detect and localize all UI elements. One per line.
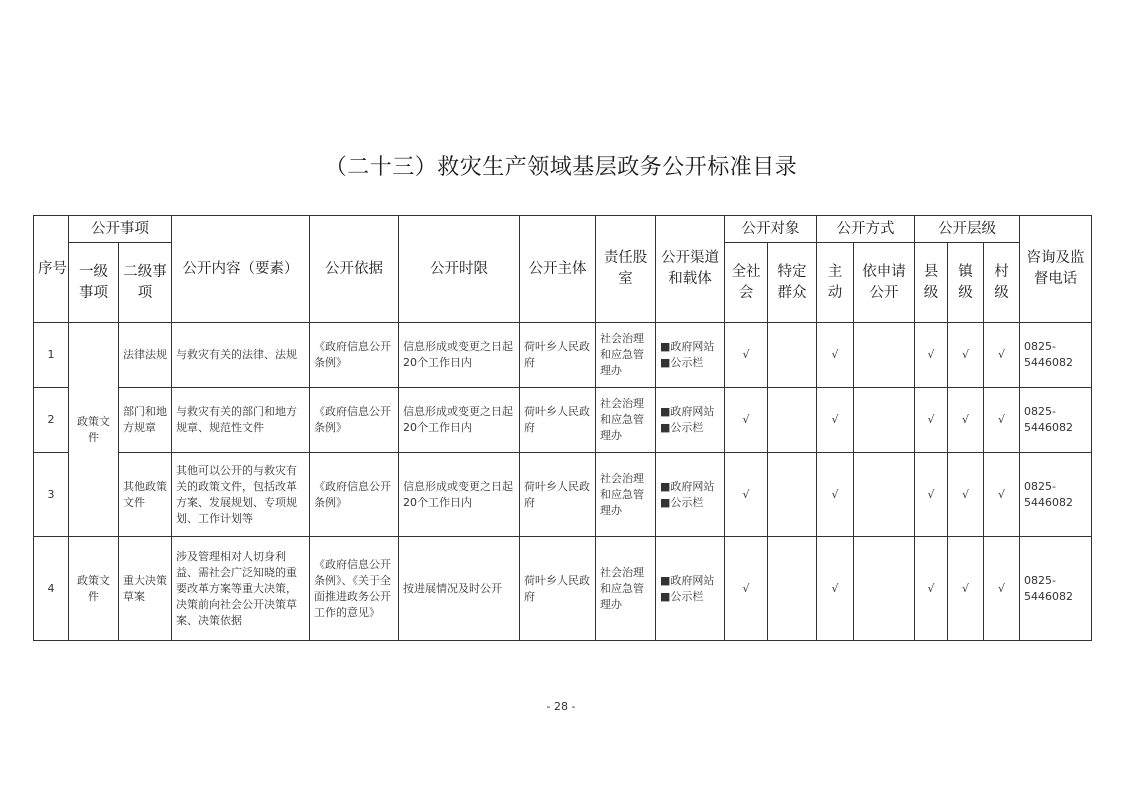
cell-town: √ xyxy=(948,453,984,537)
cell-content: 涉及管理相对人切身利益、需社会广泛知晓的重要改革方案等重大决策，决策前向社会公开决策草案、决策依据 xyxy=(172,537,310,641)
cell-phone: 0825-5446082 xyxy=(1020,537,1092,641)
header-level1: 一级事项 xyxy=(69,243,119,323)
channel-website: ■政府网站 xyxy=(660,573,715,587)
cell-phone: 0825-5446082 xyxy=(1020,453,1092,537)
cell-subject: 荷叶乡人民政府 xyxy=(520,453,596,537)
cell-seq: 2 xyxy=(34,388,69,453)
cell-village: √ xyxy=(984,323,1020,388)
header-level-county: 县级 xyxy=(915,243,948,323)
cell-town: √ xyxy=(948,323,984,388)
table-row xyxy=(34,323,1092,388)
cell-content: 与救灾有关的部门和地方规章、规范性文件 xyxy=(172,388,310,453)
cell-target-all: √ xyxy=(725,388,768,453)
cell-village: √ xyxy=(984,537,1020,641)
channel-bulletin: ■公示栏 xyxy=(660,421,704,434)
cell-method-request xyxy=(854,537,915,641)
cell-level2: 其他政策文件 xyxy=(119,453,172,537)
channel-bulletin: ■公示栏 xyxy=(660,495,704,509)
cell-level2: 重大决策草案 xyxy=(119,537,172,641)
cell-method-request xyxy=(854,323,915,388)
cell-channel xyxy=(656,323,725,388)
header-method-active: 主动 xyxy=(817,243,854,323)
cell-county: √ xyxy=(915,537,948,641)
table-row xyxy=(34,537,1092,641)
cell-target-specific xyxy=(768,388,817,453)
cell-county: √ xyxy=(915,323,948,388)
cell-time-limit: 信息形成或变更之日起20个工作日内 xyxy=(399,323,520,388)
cell-level2: 部门和地方规章 xyxy=(119,388,172,453)
cell-phone: 0825-5446082 xyxy=(1020,323,1092,388)
header-phone: 咨询及监督电话 xyxy=(1020,216,1092,323)
cell-method-request xyxy=(854,388,915,453)
header-subject: 公开主体 xyxy=(520,216,596,323)
table-row xyxy=(34,388,1092,453)
header-content: 公开内容（要素） xyxy=(172,216,310,323)
table-row xyxy=(34,453,1092,537)
header-dept: 责任股室 xyxy=(596,216,656,323)
channel-bulletin: ■公示栏 xyxy=(660,589,704,603)
cell-method-active: √ xyxy=(817,323,854,388)
header-target: 公开对象 xyxy=(725,216,817,243)
header-time-limit: 公开时限 xyxy=(399,216,520,323)
channel-bulletin: ■公示栏 xyxy=(660,356,704,369)
header-method-request: 依申请公开 xyxy=(854,243,915,323)
cell-phone: 0825-5446082 xyxy=(1020,388,1092,453)
cell-target-all: √ xyxy=(725,537,768,641)
header-level-town: 镇级 xyxy=(948,243,984,323)
header-channel: 公开渠道和载体 xyxy=(656,216,725,323)
channel-website: ■政府网站 xyxy=(660,405,715,418)
cell-channel xyxy=(656,537,725,641)
header-target-all: 全社会 xyxy=(725,243,768,323)
catalog-table xyxy=(33,215,1092,641)
cell-level2: 法律法规 xyxy=(119,323,172,388)
cell-method-request xyxy=(854,453,915,537)
cell-level1: 政策文件 xyxy=(69,537,119,641)
cell-channel xyxy=(656,453,725,537)
page-number: - 28 - xyxy=(546,700,576,713)
cell-level1: 政策文件 xyxy=(69,323,119,537)
cell-method-active: √ xyxy=(817,453,854,537)
header-items: 公开事项 xyxy=(69,216,172,243)
channel-website: ■政府网站 xyxy=(660,479,715,493)
cell-basis: 《政府信息公开条例》 xyxy=(310,388,399,453)
header-basis: 公开依据 xyxy=(310,216,399,323)
header-level: 公开层级 xyxy=(915,216,1020,243)
cell-basis: 《政府信息公开条例》 xyxy=(310,453,399,537)
cell-town: √ xyxy=(948,388,984,453)
cell-town: √ xyxy=(948,537,984,641)
cell-county: √ xyxy=(915,388,948,453)
cell-dept: 社会治理和应急管理办 xyxy=(596,323,656,388)
cell-target-all: √ xyxy=(725,323,768,388)
cell-basis: 《政府信息公开条例》 xyxy=(310,323,399,388)
header-level2: 二级事项 xyxy=(119,243,172,323)
cell-time-limit: 信息形成或变更之日起20个工作日内 xyxy=(399,453,520,537)
cell-time-limit: 信息形成或变更之日起20个工作日内 xyxy=(399,388,520,453)
cell-method-active: √ xyxy=(817,537,854,641)
cell-method-active: √ xyxy=(817,388,854,453)
cell-target-all: √ xyxy=(725,453,768,537)
cell-dept: 社会治理和应急管理办 xyxy=(596,453,656,537)
cell-time-limit: 按进展情况及时公开 xyxy=(399,537,520,641)
cell-subject: 荷叶乡人民政府 xyxy=(520,537,596,641)
cell-subject: 荷叶乡人民政府 xyxy=(520,323,596,388)
cell-subject: 荷叶乡人民政府 xyxy=(520,388,596,453)
page-title: （二十三）救灾生产领域基层政务公开标准目录 xyxy=(324,155,798,180)
header-level-village: 村级 xyxy=(984,243,1020,323)
cell-county: √ xyxy=(915,453,948,537)
cell-basis: 《政府信息公开条例》、《关于全面推进政务公开工作的意见》 xyxy=(310,537,399,641)
cell-content: 其他可以公开的与救灾有关的政策文件，包括改革方案、发展规划、专项规划、工作计划等 xyxy=(172,453,310,537)
cell-dept: 社会治理和应急管理办 xyxy=(596,537,656,641)
header-seq-text: 序号 xyxy=(38,260,67,277)
cell-channel xyxy=(656,388,725,453)
cell-village: √ xyxy=(984,388,1020,453)
cell-seq: 4 xyxy=(34,537,69,641)
cell-content: 与救灾有关的法律、法规 xyxy=(172,323,310,388)
header-method: 公开方式 xyxy=(817,216,915,243)
header-seq xyxy=(34,216,69,323)
cell-village: √ xyxy=(984,453,1020,537)
cell-dept: 社会治理和应急管理办 xyxy=(596,388,656,453)
cell-target-specific xyxy=(768,537,817,641)
cell-target-specific xyxy=(768,323,817,388)
channel-website: ■政府网站 xyxy=(660,340,715,353)
cell-target-specific xyxy=(768,453,817,537)
cell-seq: 1 xyxy=(34,323,69,388)
cell-seq: 3 xyxy=(34,453,69,537)
header-target-specific: 特定群众 xyxy=(768,243,817,323)
